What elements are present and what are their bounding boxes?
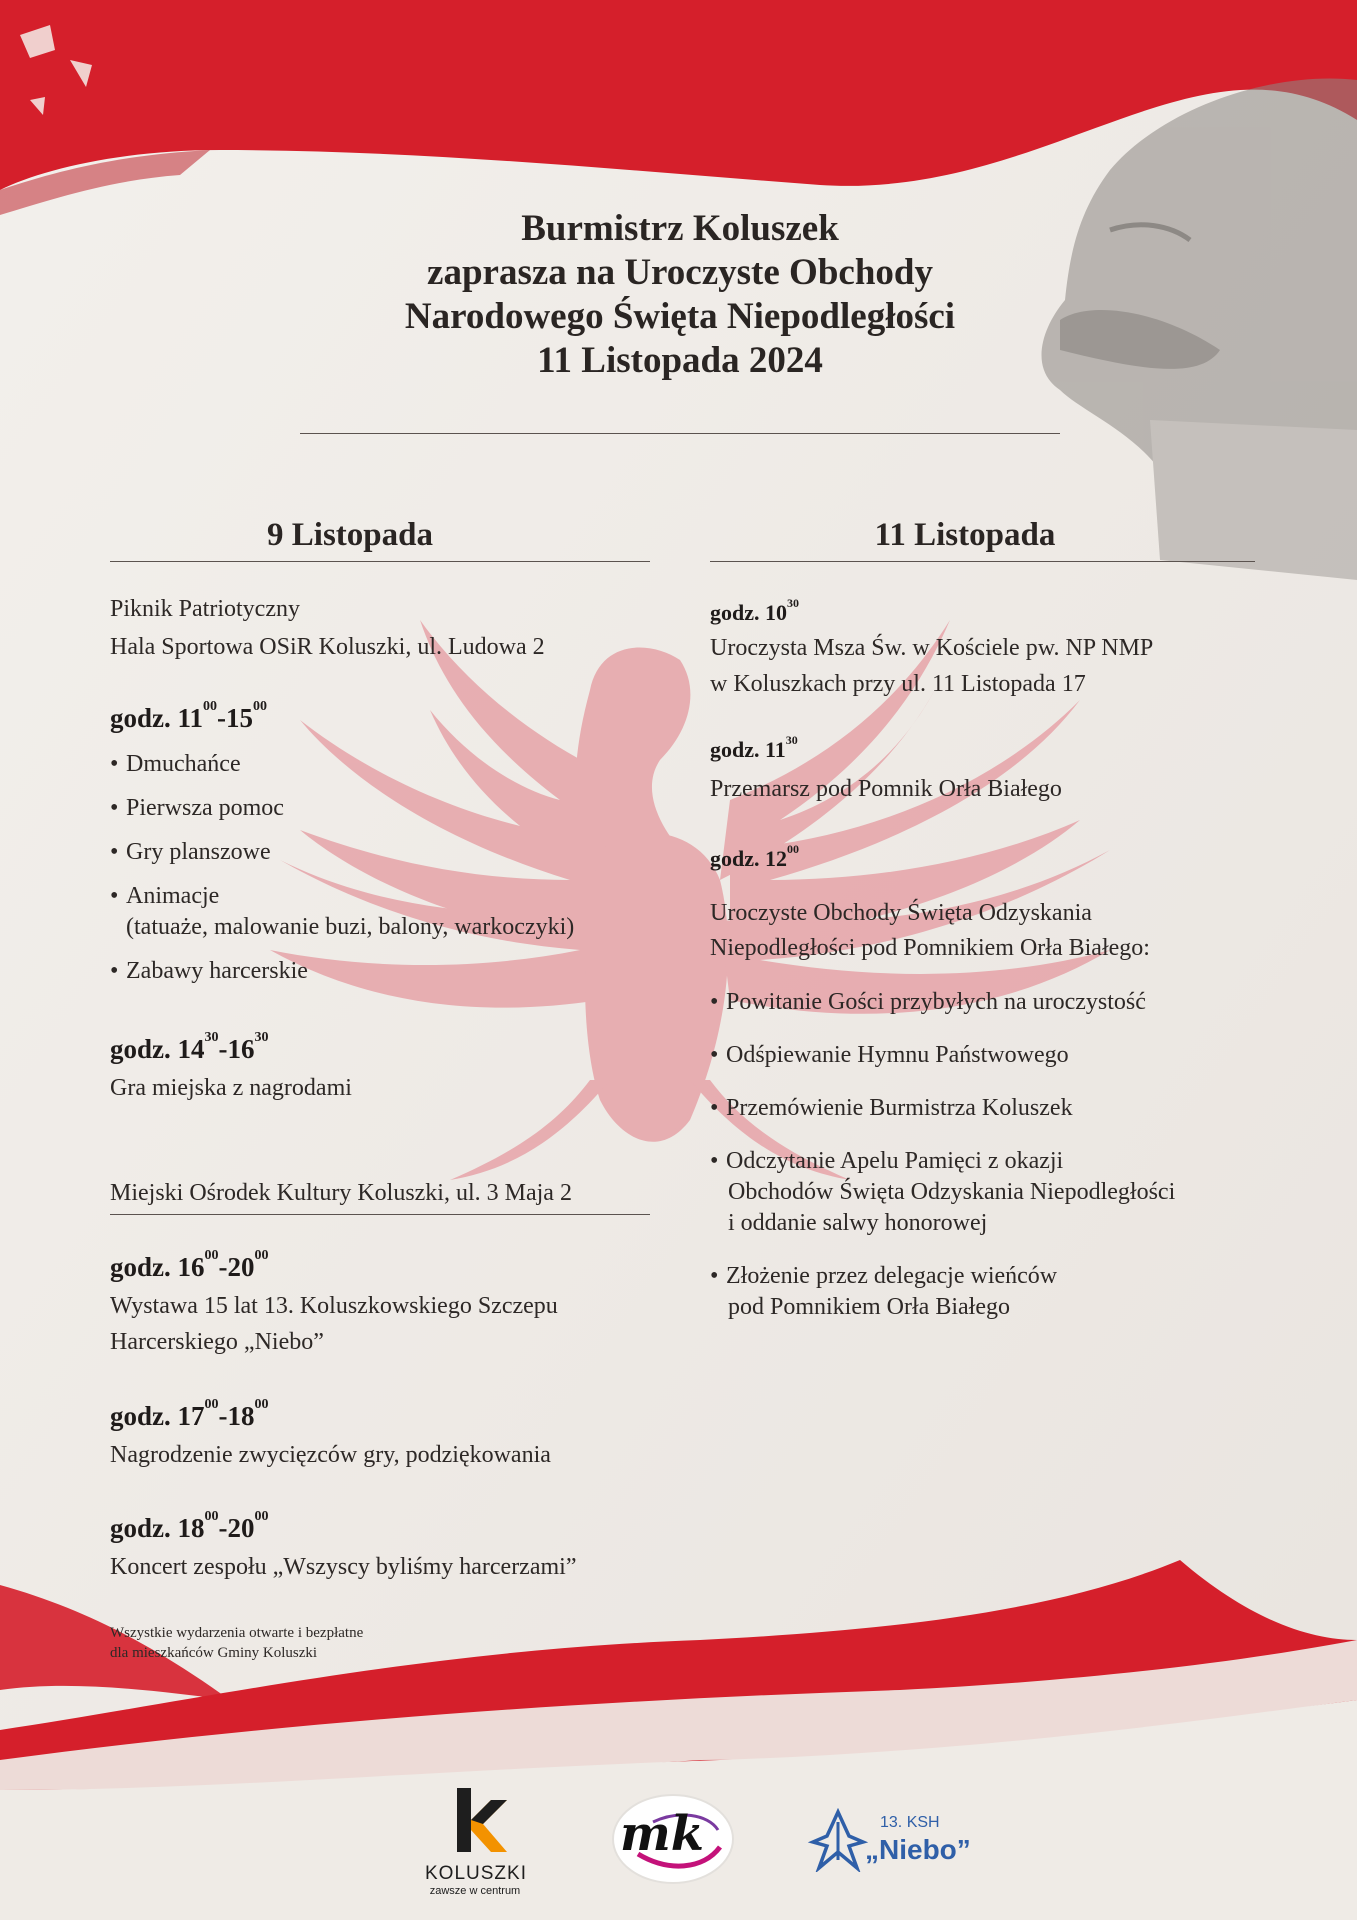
list-item: • Animacje: [110, 883, 220, 909]
event-description: Niepodległości pod Pomnikiem Orła Białego:: [710, 935, 1150, 961]
list-item-cont: pod Pomnikiem Orła Białego: [728, 1294, 1010, 1320]
time-label: godz. $12^{00}$: [710, 842, 799, 871]
time-label: godz. $17^{00}-18^{00}$: [110, 1397, 269, 1431]
venue-line: Piknik Patriotyczny: [110, 596, 300, 622]
list-item: • Powitanie Gości przybyłych na uroczystość: [710, 989, 1146, 1015]
activity-list: [110, 749, 574, 1000]
list-item: • Zabawy harcerskie: [110, 958, 308, 984]
list-item: • Odśpiewanie Hymnu Państwowego: [710, 1042, 1069, 1068]
time-label: godz. $18^{00}-20^{00}$: [110, 1509, 269, 1543]
event-description: Harcerskiego „Niebo”: [110, 1329, 324, 1355]
right-heading-divider: [710, 561, 1255, 562]
venue-line: Hala Sportowa OSiR Koluszki, ul. Ludowa 2: [110, 634, 545, 660]
title-line: Narodowego Święta Niepodległości: [404, 296, 956, 337]
koluszki-tagline: zawsze w centrum: [429, 1885, 521, 1897]
right-column-heading: 11 Listopada: [874, 517, 1056, 553]
time-label: godz. $16^{00}-20^{00}$: [110, 1248, 269, 1282]
time-label: godz. $11^{30}$: [710, 733, 798, 762]
ceremony-list: [710, 987, 1175, 1336]
list-item-cont: Obchodów Święta Odzyskania Niepodległości: [728, 1179, 1176, 1205]
list-item: • Pierwsza pomoc: [110, 795, 284, 821]
k-icon: [425, 1786, 525, 1856]
scout-lily-icon: [805, 1808, 871, 1872]
list-item: • Odczytanie Apelu Pamięci z okazji: [710, 1148, 1064, 1174]
ksh-logo: [805, 1808, 1005, 1878]
event-description: Wystawa 15 lat 13. Koluszkowskiego Szczepu: [110, 1293, 558, 1319]
koluszki-logo: [425, 1786, 525, 1896]
footnote-line: dla mieszkańców Gminy Koluszki: [110, 1645, 318, 1661]
title-line: zaprasza na Uroczyste Obchody: [427, 252, 933, 293]
event-description: Uroczyste Obchody Święta Odzyskania: [710, 900, 1092, 926]
mok-text: mk: [620, 1806, 705, 1862]
time-label: godz. $10^{30}$: [710, 596, 799, 625]
ksh-name: „Niebo”: [865, 1834, 971, 1865]
list-item-cont: i oddanie salwy honorowej: [728, 1210, 988, 1236]
list-item-note: (tatuaże, malowanie buzi, balony, warkoczyki): [126, 914, 575, 940]
event-description: w Koluszkach przy ul. 11 Listopada 17: [710, 671, 1086, 697]
page-title: [230, 207, 1130, 383]
footnote-line: Wszystkie wydarzenia otwarte i bezpłatne: [110, 1625, 364, 1641]
title-line: 11 Listopada 2024: [537, 340, 823, 381]
ksh-number: 13. KSH: [880, 1814, 940, 1831]
title-divider: [300, 433, 1060, 434]
list-item: • Gry planszowe: [110, 839, 271, 865]
footnote: [110, 1623, 363, 1663]
event-description: Nagrodzenie zwycięzców gry, podziękowania: [110, 1442, 551, 1468]
list-item: • Złożenie przez delegacje wieńców: [710, 1263, 1058, 1289]
time-label: godz. $11^{00}-15^{00}$: [110, 699, 268, 733]
event-description: Przemarsz pod Pomnik Orła Białego: [710, 776, 1062, 802]
venue-line: Miejski Ośrodek Kultury Koluszki, ul. 3 Maja 2: [110, 1180, 572, 1206]
left-column-heading: 9 Listopada: [267, 517, 433, 553]
list-item: • Przemówienie Burmistrza Koluszek: [710, 1095, 1073, 1121]
left-heading-divider: [110, 561, 650, 562]
venue-divider: [110, 1214, 650, 1215]
mok-logo: [608, 1792, 738, 1887]
event-description: Gra miejska z nagrodami: [110, 1075, 352, 1101]
koluszki-name: KOLUSZKI: [425, 1863, 527, 1884]
list-item: • Dmuchańce: [110, 751, 241, 777]
time-label: godz. $14^{30}-16^{30}$: [110, 1030, 269, 1064]
event-description: Uroczysta Msza Św. w Kościele pw. NP NMP: [710, 635, 1154, 661]
title-line: Burmistrz Koluszek: [521, 208, 839, 249]
event-description: Koncert zespołu „Wszyscy byliśmy harcerzami”: [110, 1554, 577, 1580]
